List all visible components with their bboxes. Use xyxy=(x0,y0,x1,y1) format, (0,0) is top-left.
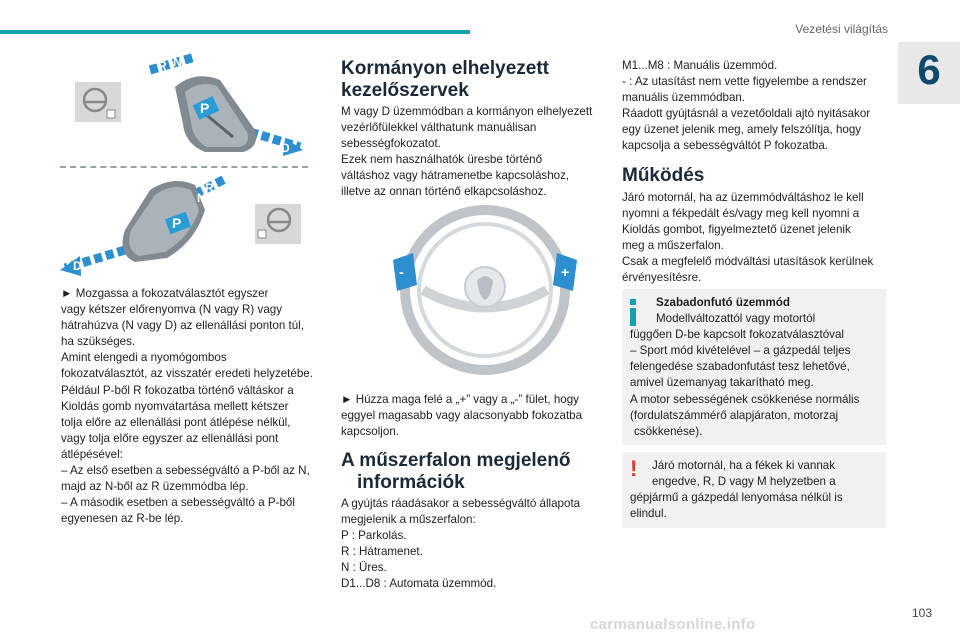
right-line: manuális üzemmódban. xyxy=(622,91,746,105)
steering-wheel-figure xyxy=(365,205,605,375)
left-column-text xyxy=(61,286,321,527)
gear-selector-figure-bottom xyxy=(55,170,305,278)
left-line: hátrahúzva (N vagy D) az ellenállási ponton túl, xyxy=(61,319,304,333)
heading-line: A műszerfalon megjelenő xyxy=(341,450,571,471)
right-line: érvényesítésre. xyxy=(622,271,702,285)
figure-bottom-letter-p: P xyxy=(172,215,182,231)
middle-line: kapcsoljon. xyxy=(341,425,400,439)
middle-line: A gyújtás ráadásakor a sebességváltó állapota xyxy=(341,497,581,510)
heading-line: információk xyxy=(357,472,465,493)
chapter-tab xyxy=(898,42,960,104)
figure-top-letter-d: D xyxy=(281,141,290,155)
right-line: Járó motornál, ha az üzemmódváltáshoz le kell xyxy=(622,191,864,204)
right-line: - : Az utasítást nem vette figyelembe a rendszer xyxy=(622,75,867,89)
right-line: Kioldás gombot, figyelmeztető üzenet jelenik xyxy=(622,223,851,237)
warning-line: Járó motornál, ha a fékek ki vannak xyxy=(652,459,836,472)
right-line: meg a műszerfalon. xyxy=(622,239,724,253)
middle-heading-1 xyxy=(341,58,621,102)
info-note-title: Szabadonfutó üzemmód xyxy=(656,296,790,309)
info-note-line: függően D-be kapcsolt fokozatválasztóval xyxy=(630,328,844,342)
gear-selector-figure-top xyxy=(55,52,305,164)
middle-line: váltáshoz vagy hátramenetbe kapcsoláshoz, xyxy=(341,169,570,183)
left-line: vagy tolja előre egyszer az ellenállási pont xyxy=(61,431,279,445)
right-line: Ráadott gyújtásnál a vezetőoldali ajtó nyitásakor xyxy=(622,107,871,121)
middle-line: M vagy D üzemmódban a kormányon elhelyezett xyxy=(341,105,593,118)
right-line: M1...M8 : Manuális üzemmód. xyxy=(622,59,778,72)
info-note-box xyxy=(622,289,886,445)
left-line: fokozatválasztót, az visszatér eredeti helyzetébe. xyxy=(61,367,313,381)
middle-line: Ezek nem használhatók üresbe történő xyxy=(341,153,543,167)
figure-bottom-letter-n: N xyxy=(197,191,206,205)
figure-top-letter-r: R xyxy=(158,59,167,73)
left-line: – Az első esetben a sebességváltó a P-ből az N, xyxy=(61,464,310,478)
warning-line: gépjármű a gázpedál lenyomása nélkül is xyxy=(630,491,843,505)
right-line: Csak a megfelelő módváltási utasítások kerülnek xyxy=(622,255,874,269)
left-line: Amint elengedi a nyomógombos xyxy=(61,351,227,365)
left-line: majd az N-ből az R üzemmódba lép. xyxy=(61,480,249,494)
watermark: carmanualsonline.info xyxy=(590,616,756,633)
figure-divider xyxy=(60,166,308,168)
middle-line: vezérlőfülekkel válthatunk manuálisan xyxy=(341,121,537,135)
paddle-plus-label: + xyxy=(561,264,570,280)
middle-line: D1...D8 : Automata üzemmód. xyxy=(341,577,497,591)
middle-para-1 xyxy=(341,104,611,201)
warning-note-box xyxy=(622,452,886,528)
right-heading: Működés xyxy=(622,165,705,186)
warning-note-text xyxy=(630,458,882,522)
right-para-1 xyxy=(622,58,892,155)
figure-bottom-letter-r: R xyxy=(205,181,214,195)
middle-heading-2 xyxy=(341,450,621,494)
middle-line: eggyel magasabb vagy alacsonyabb fokozatba xyxy=(341,409,583,423)
warning-line: engedve, R, D vagy M helyzetben a xyxy=(652,475,836,489)
middle-para-2 xyxy=(341,392,611,440)
left-line: ha szükséges. xyxy=(61,335,136,349)
info-note-line: – Sport mód kivételével – a gázpedál teljes xyxy=(630,344,851,358)
left-line: egyenesen az R-be lép. xyxy=(61,512,184,526)
heading-line: kezelőszervek xyxy=(341,80,469,101)
chapter-number: 6 xyxy=(917,46,941,93)
right-line: egy üzenet jelenik meg, amely felszólítja, hogy xyxy=(622,123,862,137)
middle-line: megjelenik a műszerfalon: xyxy=(341,513,476,527)
left-line: ► Mozgassa a fokozatválasztót egyszer xyxy=(61,287,269,300)
middle-line: P : Parkolás. xyxy=(341,529,407,543)
middle-line: N : Üres. xyxy=(341,561,387,575)
middle-line: illetve az onnan történő elkapcsoláshoz. xyxy=(341,185,547,199)
warning-icon: ! xyxy=(630,456,638,481)
info-note-line: Modellváltozattól vagy motortól xyxy=(656,312,816,326)
figure-bottom-letter-d: D xyxy=(73,259,82,273)
right-line: nyomni a fékpedált és/vagy meg kell nyomni a xyxy=(622,207,860,221)
info-note-line: (fordulatszámmérő alapjáraton, motorzaj xyxy=(630,408,839,422)
info-note-line: amivel üzemanyag takarítható meg. xyxy=(630,376,814,390)
info-note-text xyxy=(630,295,882,440)
middle-line: R : Hátramenet. xyxy=(341,545,423,559)
left-line: vagy kétszer előrenyomva (N vagy R) vagy xyxy=(61,303,283,317)
middle-line: sebességfokozatot. xyxy=(341,137,441,151)
paddle-minus-label: - xyxy=(399,264,404,280)
figure-top-letter-p: P xyxy=(200,100,210,116)
left-line: átlépésével: xyxy=(61,447,123,461)
left-line: tolja előre az ellenállási pont átlépése nélkül, xyxy=(61,415,291,429)
heading-line: Kormányon elhelyezett xyxy=(341,58,549,79)
info-note-line: csökkenése). xyxy=(634,424,703,438)
header-accent-bar xyxy=(0,30,470,34)
left-line: Például P-ből R fokozatba történő váltáskor a xyxy=(61,383,294,397)
middle-line: ► Húzza maga felé a „+” vagy a „-” fület, hogy xyxy=(341,393,579,406)
left-line: – A második esetben a sebességváltó a P-ből xyxy=(61,496,295,510)
left-line: Kioldás gomb nyomvatartása mellett kétszer xyxy=(61,399,289,413)
right-line: kapcsolja a sebességváltót P fokozatba. xyxy=(622,139,829,153)
info-note-line: felengedése szabadonfutást tesz lehetővé, xyxy=(630,360,850,374)
page-number: 103 xyxy=(911,606,932,620)
figure-top-letter-n: N xyxy=(173,55,182,69)
middle-para-3 xyxy=(341,496,611,593)
right-para-2 xyxy=(622,190,892,287)
section-title: Vezetési világítás xyxy=(795,22,888,36)
info-note-line: A motor sebességének csökkenése normális xyxy=(630,392,860,406)
warning-line: elindul. xyxy=(630,507,667,521)
